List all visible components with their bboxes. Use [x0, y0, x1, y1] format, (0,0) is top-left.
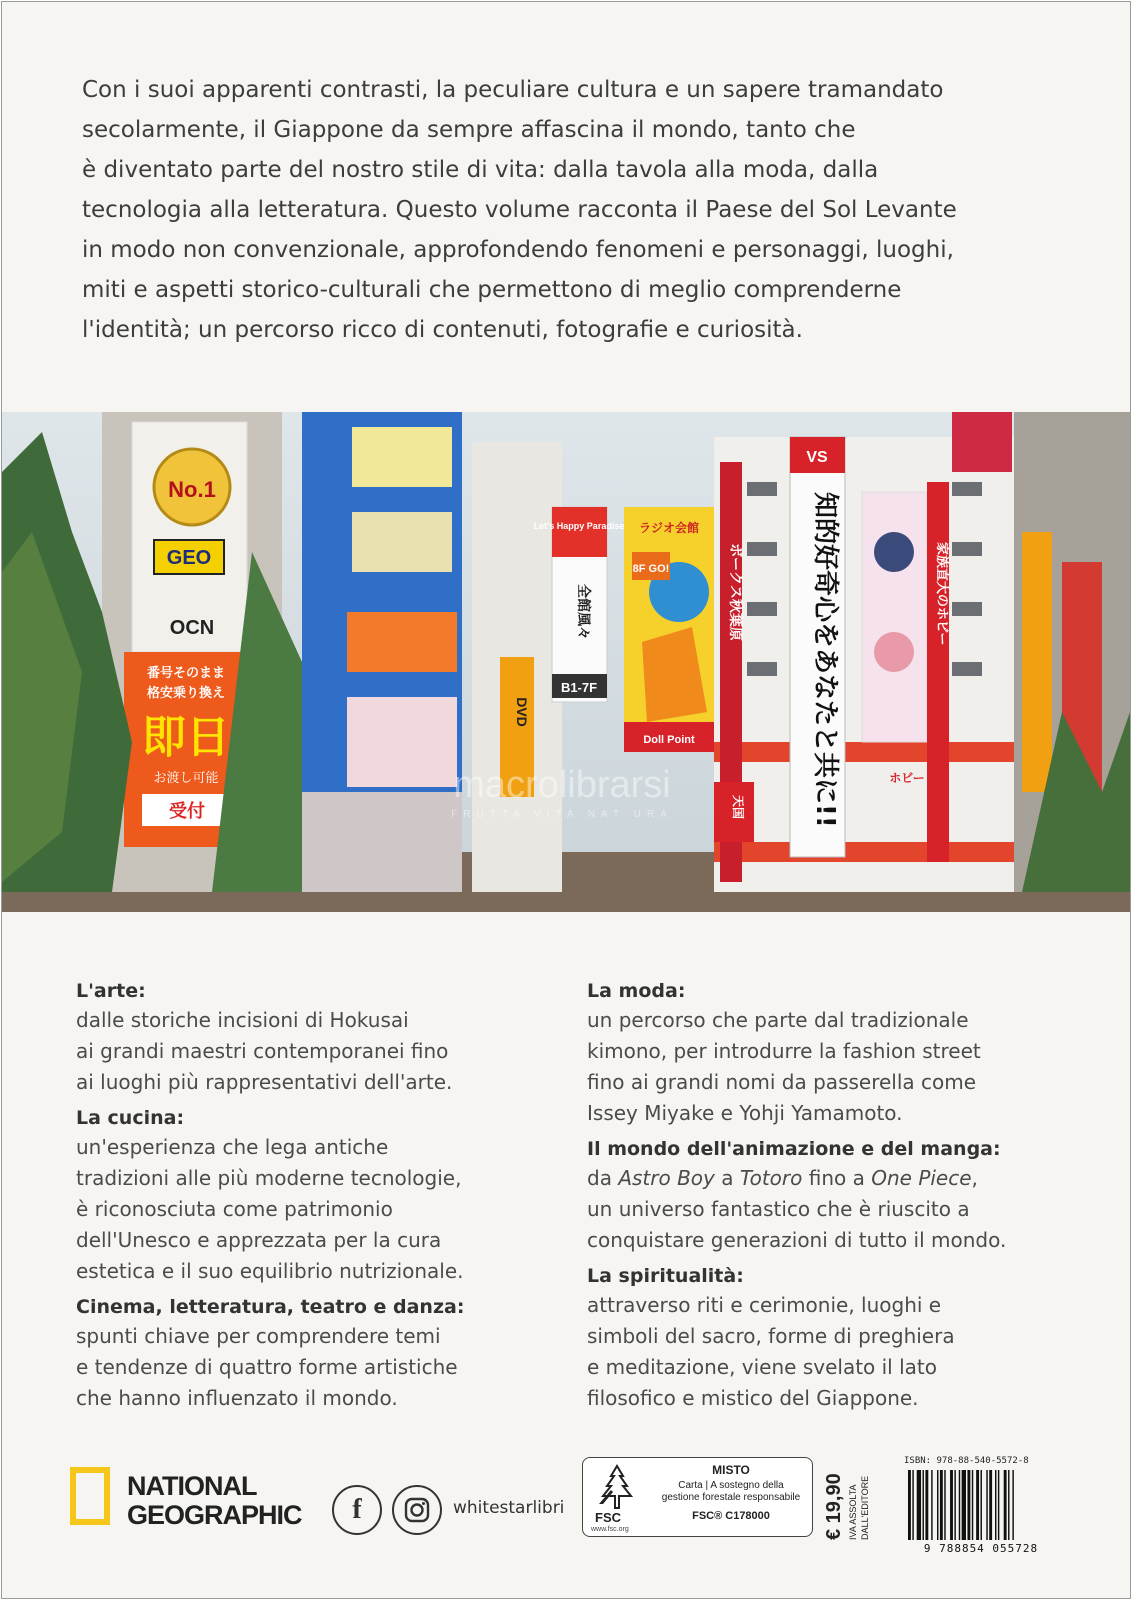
section-arte	[76, 977, 561, 1098]
text-run: a	[714, 1166, 740, 1190]
section-line: Issey Miyake e Yohji Yamamoto.	[587, 1101, 903, 1125]
section-title: Il mondo dell'animazione e del manga:	[587, 1138, 1001, 1160]
brand-line: GEOGRAPHIC	[127, 1500, 302, 1530]
intro-line: miti e aspetti storico-culturali che permettono di meglio comprenderne	[82, 277, 902, 303]
section-animazione	[587, 1135, 1072, 1256]
section-line: estetica e il suo equilibrio nutrizionale.	[76, 1259, 464, 1283]
section-line: e meditazione, viene svelato il lato	[587, 1355, 937, 1379]
sign-hobby-tall: 天国	[731, 794, 745, 820]
section-title: L'arte:	[76, 980, 146, 1002]
fsc-code: FSC® C178000	[692, 1510, 770, 1522]
section-cucina	[76, 1104, 561, 1287]
barcode-bar	[1012, 1470, 1013, 1540]
sign-lets-happy: Let's Happy Paradise	[533, 521, 625, 531]
sign-geo: GEO	[166, 547, 212, 569]
text-run: da	[587, 1166, 619, 1190]
sign-no1: No.1	[168, 477, 216, 502]
barcode-bar	[976, 1470, 979, 1540]
fsc-site: www.fsc.org	[591, 1526, 629, 1533]
national-geographic-wordmark	[127, 1472, 302, 1530]
barcode-block	[902, 1456, 1060, 1556]
barcode-bar	[923, 1470, 924, 1540]
section-spiritualita	[587, 1262, 1072, 1414]
sign-floor: B1-7F	[560, 680, 598, 695]
sign-watashi: お渡し可能	[153, 771, 219, 786]
barcode-bar	[986, 1470, 987, 1540]
title-astro-boy: Astro Boy	[618, 1166, 715, 1190]
barcode-bar	[931, 1470, 932, 1540]
section-line: simboli del sacro, forme di preghiera	[587, 1324, 955, 1348]
barcode-bar	[1004, 1470, 1007, 1540]
sign-vertical-left: ボークス秋葉原	[727, 543, 743, 641]
section-line: tradizioni alle più moderne tecnologie,	[76, 1166, 462, 1190]
barcode-bar	[912, 1470, 913, 1540]
book-back-cover	[1, 1, 1131, 1599]
sign-bangou-2: 格安乗り換え	[146, 686, 226, 701]
barcode-bar	[1008, 1470, 1009, 1540]
section-line: ai luoghi più rappresentativi dell'arte.	[76, 1070, 453, 1094]
section-line: un universo fantastico che è riuscito a	[587, 1197, 970, 1221]
text-run: ,	[971, 1166, 978, 1190]
barcode-bar	[998, 1470, 999, 1540]
sign-vs: VS	[806, 449, 828, 466]
fsc-label: FSC	[595, 1510, 621, 1525]
sign-vertical-right: 家族直大のホビー	[934, 542, 949, 646]
sections-left-column	[76, 977, 561, 1420]
section-line: fino ai grandi nomi da passerella come	[587, 1070, 977, 1094]
section-line: attraverso riti e cerimonie, luoghi e	[587, 1293, 942, 1317]
section-line: e tendenze di quattro forme artistiche	[76, 1355, 458, 1379]
instagram-glyph-icon	[404, 1497, 430, 1523]
social-handle[interactable]: whitestarlibri	[453, 1498, 565, 1518]
section-line: un percorso che parte dal tradizionale	[587, 1008, 969, 1032]
title-one-piece: One Piece	[871, 1166, 972, 1190]
fsc-text: gestione forestale responsabile	[661, 1492, 801, 1503]
barcode-bar	[967, 1470, 970, 1540]
barcode-bar	[989, 1470, 992, 1540]
barcode-bar	[908, 1470, 911, 1540]
section-line: spunti chiave per comprendere temi	[76, 1324, 441, 1348]
fsc-title: MISTO	[712, 1463, 750, 1477]
brand-line: NATIONAL	[127, 1471, 257, 1501]
section-moda	[587, 977, 1072, 1129]
watermark: macrolibrarsi	[453, 764, 671, 806]
sign-dvd: DVD	[514, 697, 530, 727]
barcode-bar	[925, 1470, 928, 1540]
section-line	[587, 1163, 1072, 1194]
sections-right-column	[587, 977, 1072, 1420]
intro-line: l'identità; un percorso ricco di contenuti, fotografie e curiosità.	[82, 317, 803, 343]
price-note: DALL'EDITORE	[860, 1475, 870, 1540]
section-line: che hanno influenzato il mondo.	[76, 1386, 398, 1410]
sign-doll-point: Doll Point	[643, 734, 695, 746]
barcode-icon	[902, 1470, 1060, 1542]
sign-zen-kaiten: 全館風々	[575, 584, 591, 640]
section-title: Cinema, letteratura, teatro e danza:	[76, 1296, 465, 1318]
fsc-text: Carta | A sostegno della	[678, 1480, 784, 1491]
intro-line: tecnologia alla letteratura. Questo volume racconta il Paese del Sol Levante	[82, 197, 957, 223]
section-cinema	[76, 1293, 561, 1414]
intro-line: Con i suoi apparenti contrasti, la peculiare cultura e un sapere tramandato	[82, 77, 944, 103]
fsc-label-box	[582, 1457, 813, 1537]
sign-tall-banner: 知的好奇心をあなたと共に!!	[810, 492, 840, 828]
section-line: ai grandi maestri contemporanei fino	[76, 1039, 449, 1063]
sign-go: 8F GO!	[632, 563, 670, 575]
section-line: conquistare generazioni di tutto il mondo.	[587, 1228, 1007, 1252]
isbn-label: ISBN: 978-88-540-5572-8	[904, 1456, 1029, 1466]
section-title: La moda:	[587, 980, 686, 1002]
barcode-bar	[954, 1470, 955, 1540]
watermark-sub: FRUTTA VITA NAT URA	[451, 809, 673, 820]
intro-line: in modo non convenzionale, approfondendo fenomeni e personaggi, luoghi,	[82, 237, 954, 263]
intro-line: è diventato parte del nostro stile di vita: dalla tavola alla moda, dalla	[82, 157, 879, 183]
sign-uketsuke: 受付	[169, 801, 205, 822]
price-block	[818, 1458, 878, 1542]
sign-bangou-1: 番号そのまま	[146, 666, 226, 681]
national-geographic-logo-icon	[70, 1467, 110, 1525]
akihabara-photo	[2, 412, 1130, 912]
barcode-number: 9 788854 055728	[923, 1542, 1039, 1555]
facebook-glyph: f	[352, 1494, 362, 1525]
section-line: filosofico e mistico del Giappone.	[587, 1386, 919, 1410]
text-run: fino a	[802, 1166, 872, 1190]
section-line: dell'Unesco e apprezzata per la cura	[76, 1228, 442, 1252]
section-line: dalle storiche incisioni di Hokusai	[76, 1008, 409, 1032]
title-totoro: Totoro	[739, 1166, 803, 1190]
barcode-bar	[917, 1470, 921, 1540]
facebook-icon[interactable]	[332, 1485, 382, 1535]
section-line: kimono, per introdurre la fashion street	[587, 1039, 981, 1063]
section-line: un'esperienza che lega antiche	[76, 1135, 389, 1159]
section-title: La spiritualità:	[587, 1265, 744, 1287]
barcode-bar	[950, 1470, 953, 1540]
sign-radio: ラジオ会館	[638, 521, 700, 535]
price: € 19,90	[823, 1473, 845, 1540]
sign-hobby: ホビー	[889, 771, 925, 785]
sign-sokujitsu: 即日	[142, 712, 230, 763]
barcode-bar	[981, 1470, 982, 1540]
barcode-bar	[995, 1470, 996, 1540]
section-line: è riconosciuta come patrimonio	[76, 1197, 393, 1221]
barcode-bar	[972, 1470, 973, 1540]
section-title: La cucina:	[76, 1107, 185, 1129]
barcode-bar	[962, 1470, 966, 1540]
fsc-tree-icon	[593, 1464, 641, 1510]
intro-line: secolarmente, il Giappone da sempre affascina il mondo, tanto che	[82, 117, 856, 143]
sign-ocn: OCN	[169, 617, 215, 639]
price-note: IVA ASSOLTA	[848, 1484, 858, 1540]
barcode-bar	[944, 1470, 945, 1540]
barcode-bar	[959, 1470, 960, 1540]
intro-paragraph	[82, 70, 1072, 350]
footer	[2, 1452, 1130, 1572]
barcode-bar	[940, 1470, 943, 1540]
barcode-bar	[937, 1470, 938, 1540]
instagram-icon[interactable]	[392, 1485, 442, 1535]
